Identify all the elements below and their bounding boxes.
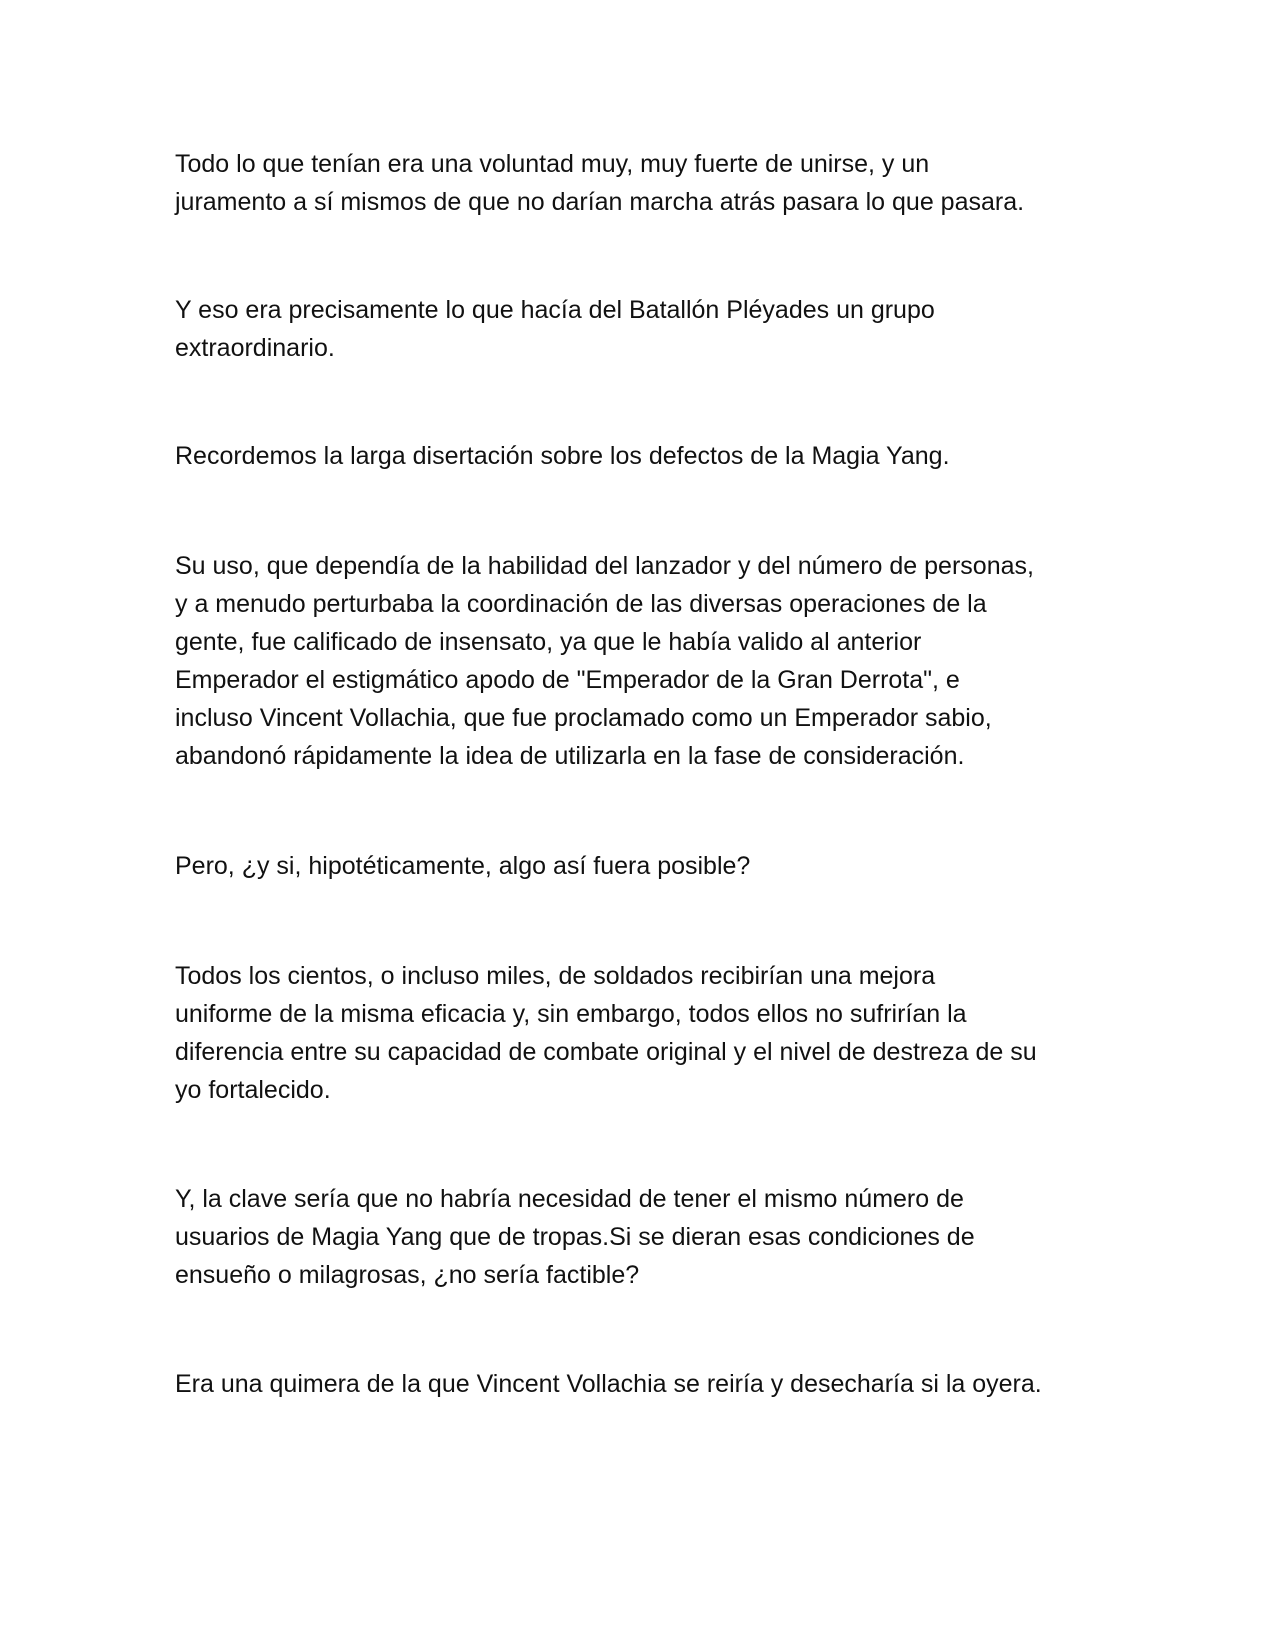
paragraph-8: Era una quimera de la que Vincent Vollachia se reiría y desecharía si la oyera. <box>175 1370 1042 1398</box>
paragraph-4: Su uso, que dependía de la habilidad del lanzador y del número de personas, y a menudo perturbaba la coordinación de las diversas operaciones de la gente, fue calificado de insensato, ya que le había valido al anterior Emperador el estigmático apodo de "Emperador de la Gran Derrota", e incluso Vincent Vollachia, que fue proclamado como un Emperador sabio, abandonó rápidamente la idea de utilizarla en la fase de consideración. <box>175 552 1034 770</box>
paragraph-2: Y eso era precisamente lo que hacía del Batallón Pléyades un grupo extraordinario. <box>175 296 935 362</box>
paragraph-3: Recordemos la larga disertación sobre los defectos de la Magia Yang. <box>175 442 950 470</box>
paragraph-1: Todo lo que tenían era una voluntad muy, muy fuerte de unirse, y un juramento a sí mismos de que no darían marcha atrás pasara lo que pasara. <box>175 150 1025 216</box>
paragraph-6: Todos los cientos, o incluso miles, de soldados recibirían una mejora uniforme de la misma eficacia y, sin embargo, todos ellos no sufrirían la diferencia entre su capacidad de combate original y el nivel de destreza de su yo fortalecido. <box>175 962 1037 1104</box>
paragraph-7: Y, la clave sería que no habría necesidad de tener el mismo número de usuarios de Magia Yang que de tropas.Si se dieran esas condiciones de ensueño o milagrosas, ¿no sería factible? <box>175 1185 975 1289</box>
paragraph-5: Pero, ¿y si, hipotéticamente, algo así fuera posible? <box>175 852 751 880</box>
